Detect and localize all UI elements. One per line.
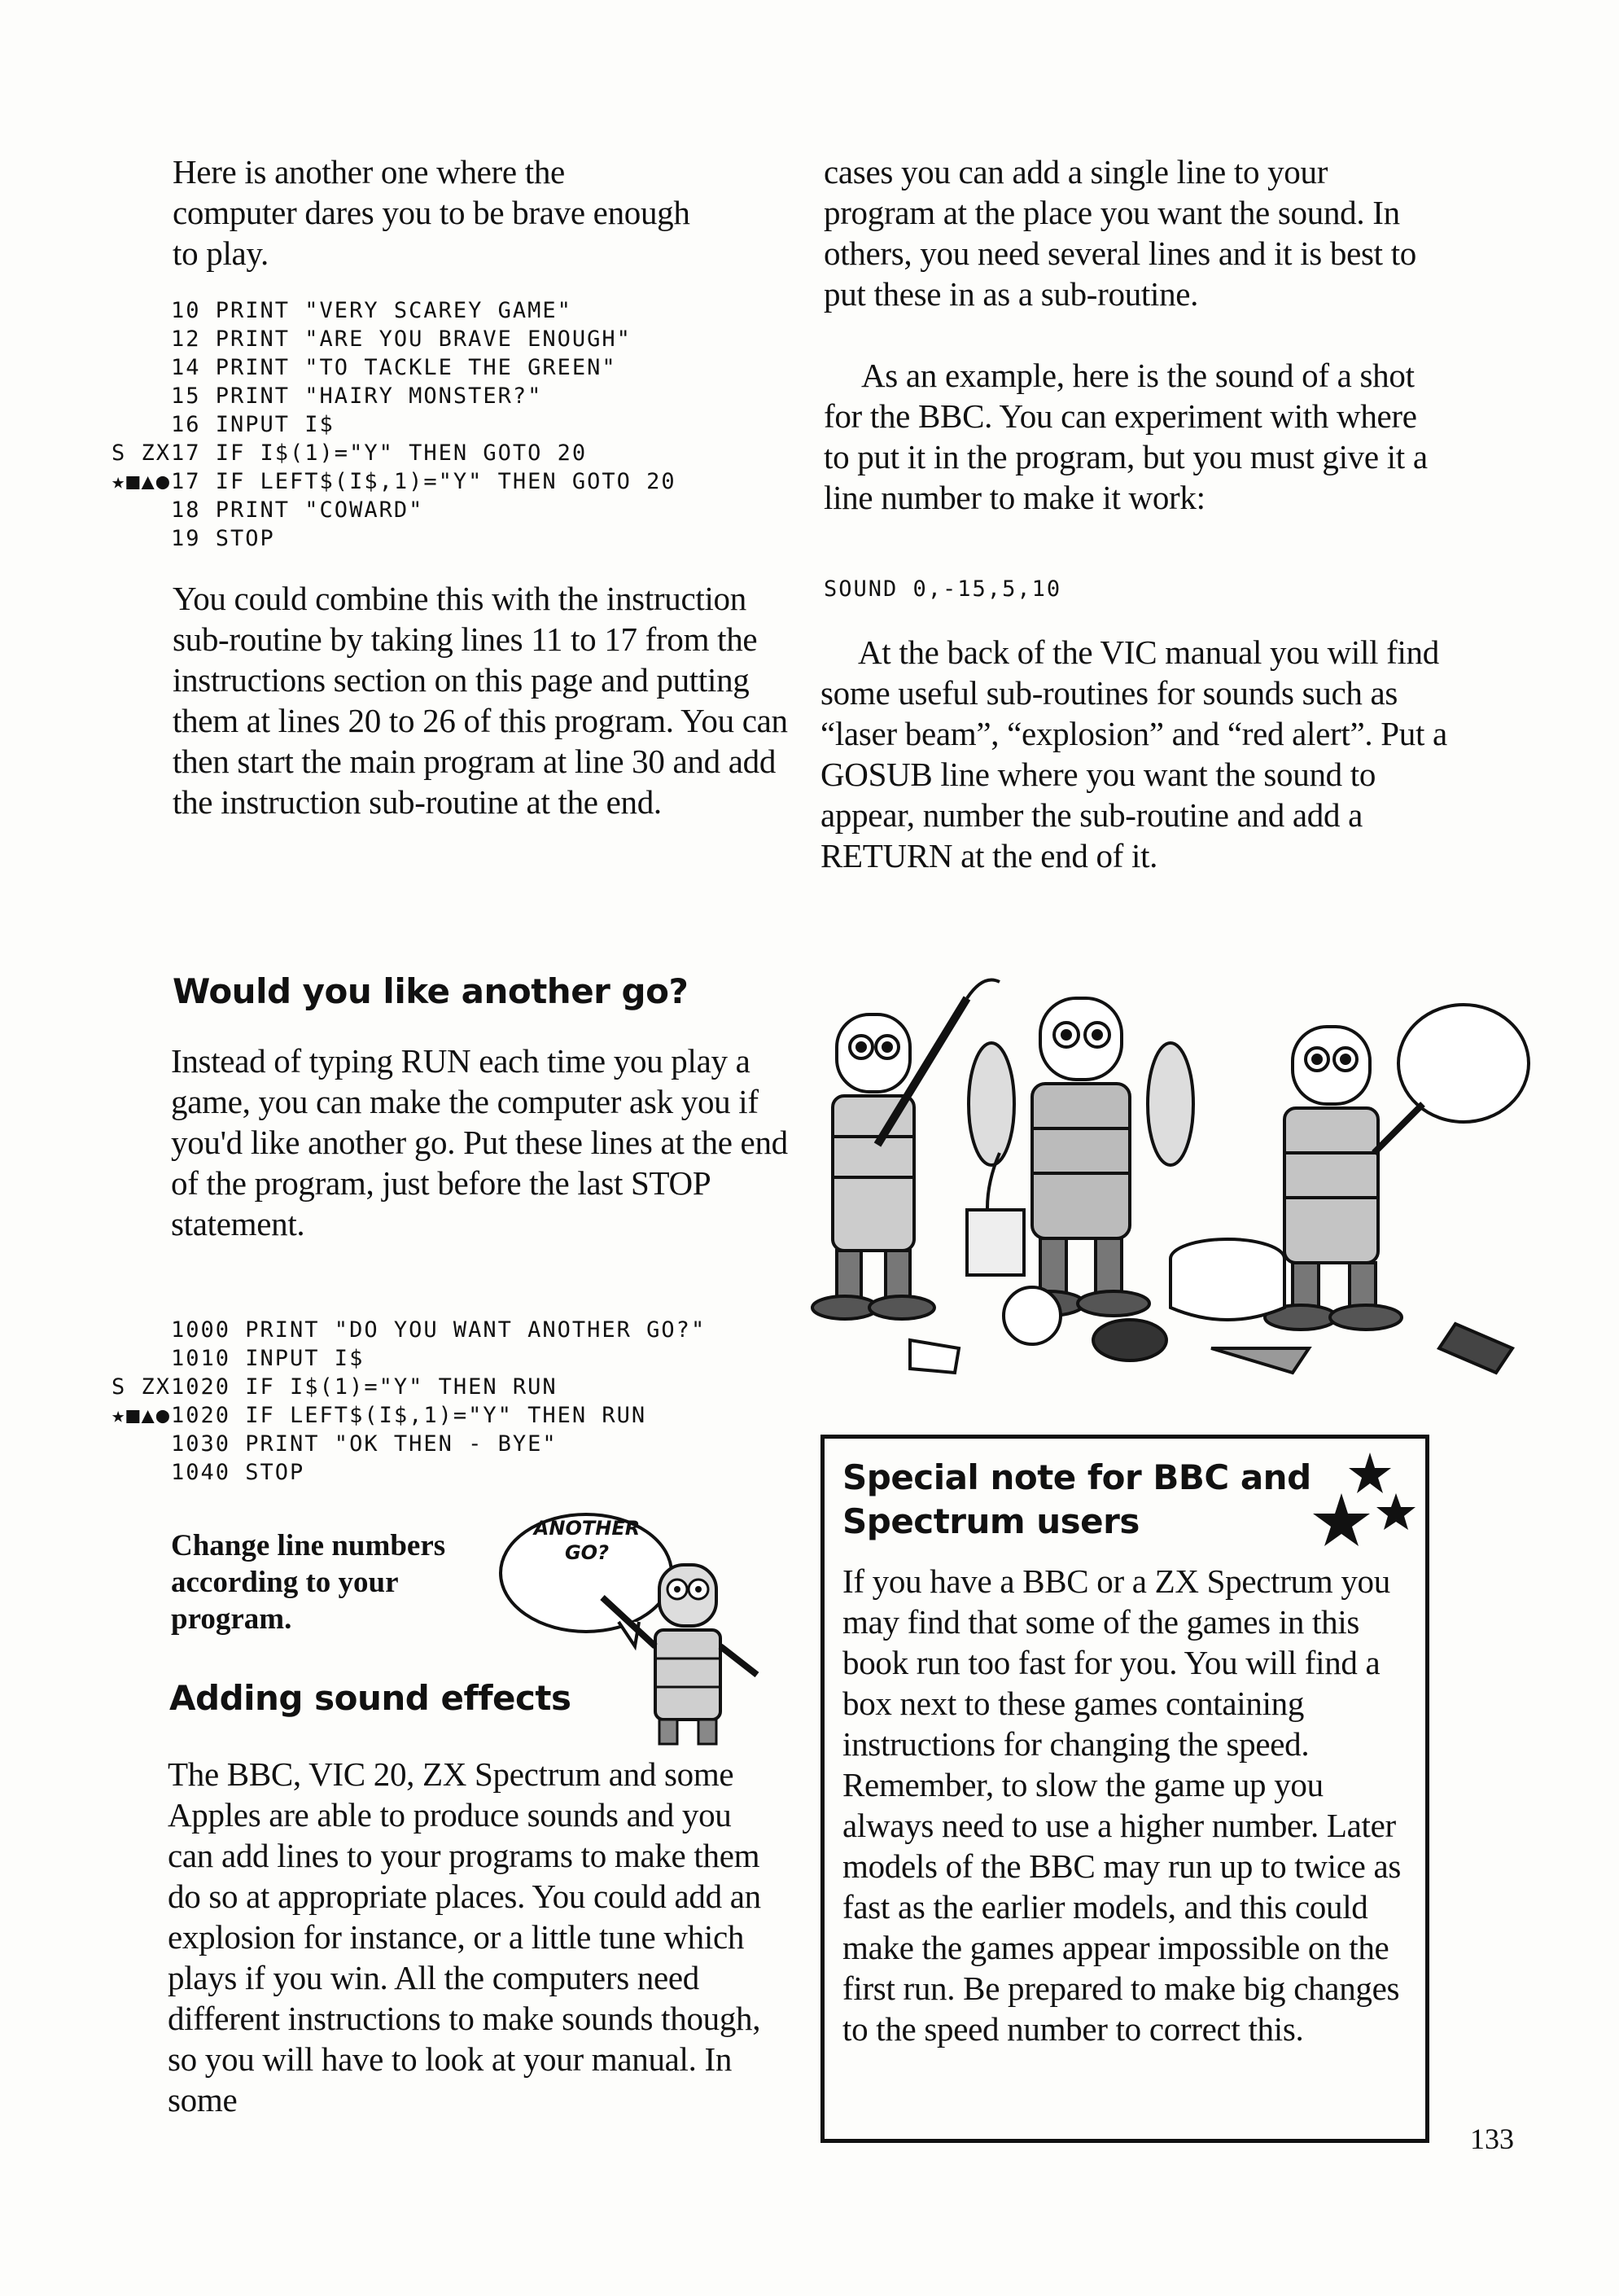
code-text: 10 PRINT "VERY SCAREY GAME"	[171, 298, 572, 323]
code-text: 19 STOP	[171, 526, 275, 551]
code-line	[42, 1344, 706, 1373]
machine-prefix	[42, 382, 171, 410]
code-text: 14 PRINT "TO TACKLE THE GREEN"	[171, 355, 617, 380]
special-note-title-line2: Spectrum users	[842, 1501, 1140, 1541]
code-line	[42, 467, 676, 496]
example-paragraph: As an example, here is the sound of a shot for the BBC. You can experiment with where to put it in the program, but you must give it a line number to make it work:	[824, 357, 1428, 516]
code-text: 15 PRINT "HAIRY MONSTER?"	[171, 383, 543, 409]
combine-paragraph: You could combine this with the instruction sub-routine by taking lines 11 to 17 from the instructions section on this page and putting them at lines 20 to 26 of this program. You can then start the main program at line 30 and add the instruction sub-routine at the end.	[173, 580, 788, 821]
code-line	[42, 524, 676, 553]
code-text: 16 INPUT I$	[171, 412, 335, 437]
machine-prefix	[42, 1316, 171, 1344]
machine-prefix: ★■▲●	[111, 469, 171, 494]
special-note-body: If you have a BBC or a ZX Spectrum you may find that some of the games in this book run too fast for you. You will find a box next to these games containing instructions for changing the speed. Remember, to slow the game up you always need to use a higher number. Later models of the BBC may run up to twice as fast as the earlier models, and this could make the games appear impossible on the first run. Be prepared to make big changes to the speed number to correct this.	[842, 1562, 1402, 2048]
vic-manual-paragraph: At the back of the VIC manual you will find some useful sub-routines for sounds such as “laser beam”, “explosion” and “red alert”. Put a GOSUB line where you want the sound to appear, number the sub-routine and add a RETURN at the end of it.	[820, 633, 1447, 874]
code-line	[42, 325, 676, 353]
machine-prefix	[42, 524, 171, 553]
code-text: 12 PRINT "ARE YOU BRAVE ENOUGH"	[171, 326, 632, 352]
intro-paragraph: Here is another one where the computer dares you to be brave enough to play.	[173, 153, 690, 272]
code-line	[42, 1373, 706, 1401]
code-text: 17 IF LEFT$(I$,1)="Y" THEN GOTO 20	[171, 469, 676, 494]
code-text: 1020 IF LEFT$(I$,1)="Y" THEN RUN	[171, 1403, 647, 1428]
code-line	[42, 410, 676, 439]
sound-code-line: SOUND 0,-15,5,10	[824, 576, 1062, 602]
sound-paragraph: The BBC, VIC 20, ZX Spectrum and some Apples are able to produce sounds and you can add lines to your programs to make them do so at appropriate places. You could add an explosion for instance, or a little tune which plays if you win. All the computers need different instructions to make sounds though, so you will have to look at your manual. In some	[168, 1755, 761, 2119]
machine-prefix	[42, 410, 171, 439]
code-text: 1000 PRINT "DO YOU WANT ANOTHER GO?"	[171, 1317, 707, 1343]
code-line	[42, 353, 676, 382]
machine-prefix	[42, 325, 171, 353]
code-line	[42, 1458, 706, 1487]
special-note-box	[820, 1435, 1429, 2143]
special-note-title-line1: Special note for BBC and	[842, 1457, 1311, 1497]
code-line	[42, 296, 676, 325]
speech-bubble-text: ANOTHER GO?	[533, 1517, 641, 1564]
code-line	[42, 1401, 706, 1430]
machine-prefix	[42, 496, 171, 524]
program-listing-another-go	[42, 1316, 706, 1487]
code-text: 18 PRINT "COWARD"	[171, 497, 424, 523]
code-line	[42, 1430, 706, 1458]
page-number: 133	[1470, 2123, 1514, 2155]
code-line	[42, 439, 676, 467]
code-line	[42, 496, 676, 524]
heading-another-go: Would you like another go?	[173, 971, 689, 1011]
stars-icon	[1305, 1448, 1419, 1546]
cases-paragraph: cases you can add a single line to your program at the place you want the sound. In others, you need several lines and it is best to put these in as a sub-routine.	[824, 153, 1416, 313]
machine-prefix: ★■▲●	[111, 1403, 171, 1428]
machine-prefix: S ZX	[111, 1374, 171, 1400]
another-go-paragraph: Instead of typing RUN each time you play a game, you can make the computer ask you if you'd like another go. Put these lines at the end of the program, just before the last STOP statement.	[171, 1042, 788, 1242]
robots-noise-illustration	[788, 966, 1561, 1405]
code-text: 17 IF I$(1)="Y" THEN GOTO 20	[171, 440, 588, 466]
program-listing-scarey-game	[42, 296, 676, 553]
change-line-note: Change line numbers according to your program.	[171, 1529, 446, 1636]
heading-sound-effects: Adding sound effects	[169, 1678, 571, 1718]
machine-prefix: S ZX	[111, 440, 171, 466]
code-line	[42, 1316, 706, 1344]
code-line	[42, 382, 676, 410]
code-text: 1010 INPUT I$	[171, 1346, 365, 1371]
machine-prefix	[42, 296, 171, 325]
code-text: 1030 PRINT "OK THEN - BYE"	[171, 1431, 558, 1457]
machine-prefix	[42, 353, 171, 382]
machine-prefix	[42, 1430, 171, 1458]
code-text: 1040 STOP	[171, 1460, 305, 1485]
machine-prefix	[42, 1344, 171, 1373]
machine-prefix	[42, 1458, 171, 1487]
code-text: 1020 IF I$(1)="Y" THEN RUN	[171, 1374, 558, 1400]
